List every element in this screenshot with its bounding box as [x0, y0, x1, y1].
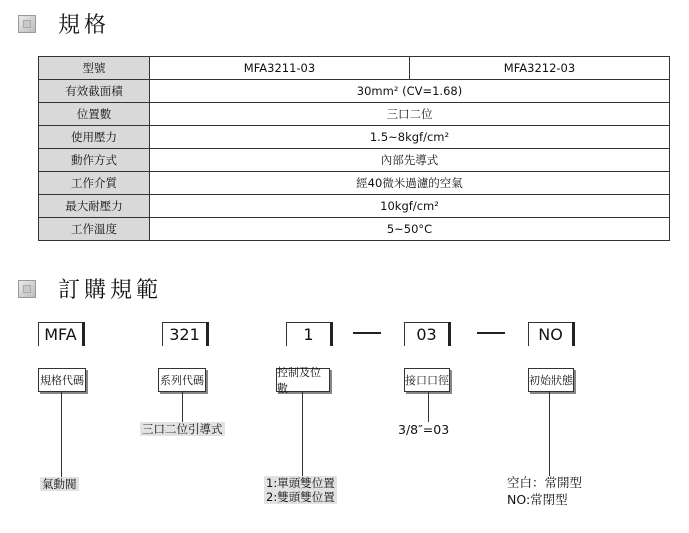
connector-line: [182, 392, 183, 422]
row-value: 三口二位: [150, 103, 670, 126]
row-label: 工作介質: [39, 172, 150, 195]
code-box-spec: MFA: [38, 322, 82, 346]
row-label: 工作溫度: [39, 218, 150, 241]
note-spec: 氣動閥: [42, 477, 77, 491]
table-row: [39, 149, 670, 172]
model-col-2: MFA3212-03: [410, 57, 670, 80]
table-header-row: [39, 57, 670, 80]
note-control-2: 2:雙頭雙位置: [266, 490, 335, 504]
table-row: [39, 172, 670, 195]
code-box-control: 1: [286, 322, 330, 346]
separator-dash: [477, 332, 505, 334]
label-box-control: 控制及位數: [276, 368, 330, 392]
label-box-port: 接口口徑: [404, 368, 450, 392]
note-port: 3/8″=03: [398, 422, 450, 437]
order-section-header: [18, 273, 162, 304]
square-bullet-icon: [18, 280, 36, 298]
code-box-port: 03: [404, 322, 448, 346]
table-row: [39, 103, 670, 126]
square-bullet-icon: [18, 15, 36, 33]
row-value: 10kgf/cm²: [150, 195, 670, 218]
row-label: 有效截面積: [39, 80, 150, 103]
connector-line: [549, 392, 550, 476]
row-value: 5~50°C: [150, 218, 670, 241]
connector-line: [302, 392, 303, 476]
table-row: [39, 218, 670, 241]
row-label: 動作方式: [39, 149, 150, 172]
note-state-1: 空白：常開型: [507, 475, 583, 490]
table-row: [39, 195, 670, 218]
row-label: 使用壓力: [39, 126, 150, 149]
note-control-1: 1:單頭雙位置: [266, 476, 335, 490]
table-row: [39, 80, 670, 103]
header-label: 型號: [39, 57, 150, 80]
spec-section-header: [18, 8, 110, 39]
label-box-series: 系列代碼: [158, 368, 206, 392]
note-state-2: NO:常閉型: [507, 492, 568, 507]
row-label: 最大耐壓力: [39, 195, 150, 218]
order-section-title: 訂購規範: [58, 278, 163, 303]
spec-section-title: 規格: [58, 13, 111, 38]
row-value: 1.5~8kgf/cm²: [150, 126, 670, 149]
label-box-state: 初始狀態: [528, 368, 574, 392]
connector-line: [61, 392, 62, 478]
connector-line: [428, 392, 429, 422]
table-row: [39, 126, 670, 149]
note-series: 三口二位引導式: [142, 422, 223, 436]
separator-dash: [353, 332, 381, 334]
code-box-state: NO: [528, 322, 572, 346]
row-value: 經40微米過濾的空氣: [150, 172, 670, 195]
row-value: 內部先導式: [150, 149, 670, 172]
row-label: 位置數: [39, 103, 150, 126]
code-box-series: 321: [162, 322, 206, 346]
label-box-spec: 規格代碼: [38, 368, 86, 392]
row-value: 30mm² (CV=1.68): [150, 80, 670, 103]
spec-table: [38, 56, 670, 241]
model-col-1: MFA3211-03: [150, 57, 410, 80]
